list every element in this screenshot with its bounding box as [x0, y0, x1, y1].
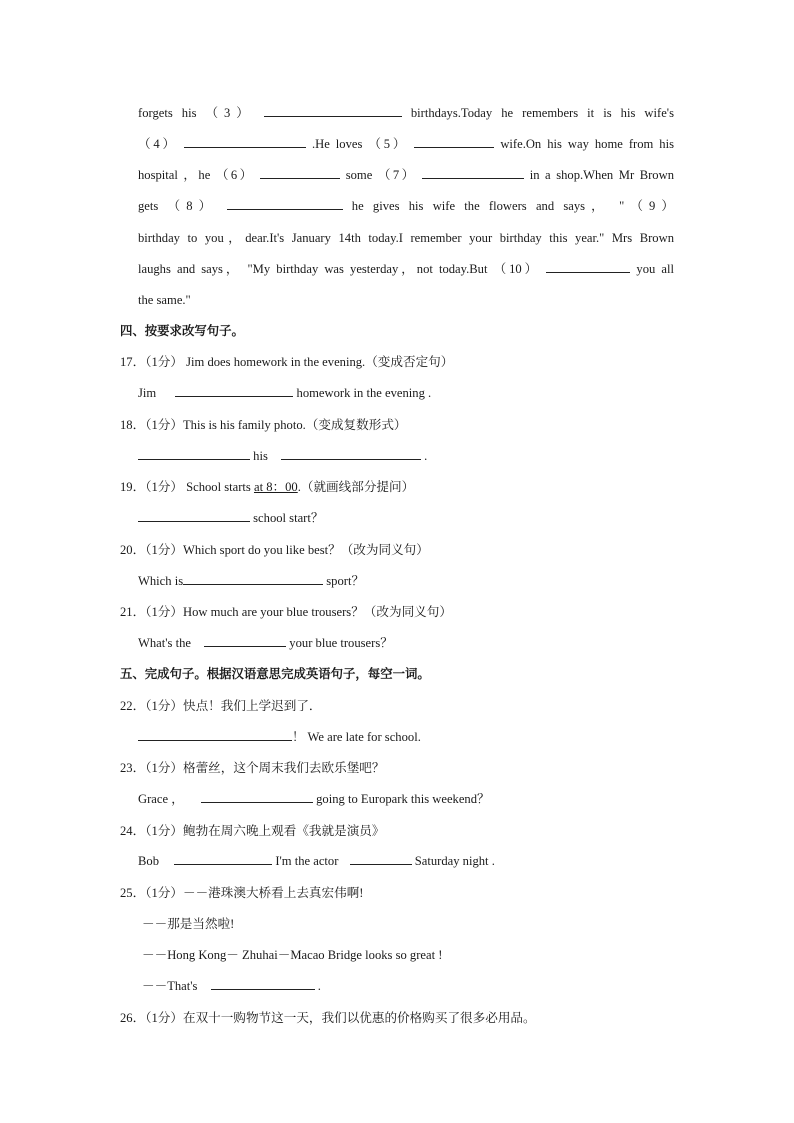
question-24	[120, 822, 384, 840]
question-17	[120, 353, 453, 371]
answer-blank[interactable]	[204, 634, 286, 647]
answer-blank[interactable]	[174, 852, 272, 865]
passage-text: .He loves （5）	[311, 137, 409, 151]
question-text: .（就画线部分提问）	[297, 480, 415, 494]
answer-text: What's the	[138, 636, 191, 650]
answer-23	[138, 790, 490, 808]
question-text: 格蕾丝，这个周末我们去欧乐堡吧？	[182, 761, 385, 775]
passage-text: laughs and says， "My birthday was yesterday，not today.But （10）	[138, 262, 541, 276]
question-number: 21．（1分）	[120, 605, 183, 619]
passage-text: you all	[636, 262, 674, 276]
dialogue-line-3	[142, 977, 321, 995]
answer-text: I'm the actor	[275, 854, 339, 868]
question-text: 鲍勃在周六晚上观看《我就是演员》	[182, 824, 385, 838]
answer-text: homework in the evening .	[296, 386, 432, 400]
question-number: 22．（1分）	[120, 699, 183, 713]
question-number: 25．（1分）	[120, 886, 183, 900]
answer-text: Bob	[138, 854, 159, 868]
answer-blank[interactable]	[183, 572, 323, 585]
answer-blank[interactable]	[211, 977, 315, 990]
question-19	[120, 478, 414, 496]
answer-text: .	[424, 449, 428, 463]
question-number: 26．（1分）	[120, 1011, 183, 1025]
blank-3[interactable]	[264, 104, 402, 117]
blank-5[interactable]	[414, 135, 494, 148]
answer-text: .	[317, 979, 321, 993]
dialogue-line-2: －－Hong Kong－ Zhuhai－Macao Bridge looks so great !	[142, 948, 443, 962]
answer-blank[interactable]	[138, 728, 292, 741]
passage-text: he gives his wife the flowers and says， "（9）	[351, 199, 674, 213]
answer-text: sport？	[326, 574, 365, 588]
answer-text: －－That's	[142, 979, 198, 993]
answer-21	[138, 634, 393, 652]
question-text: Jim does homework in the evening.（变成否定句）	[182, 355, 454, 369]
passage-text: hospital ，he （6）	[138, 168, 255, 182]
answer-blank[interactable]	[175, 384, 293, 397]
answer-24	[138, 852, 495, 870]
question-number: 18．（1分）	[120, 418, 183, 432]
passage-text: birthdays.Today he remembers it is his wife's	[410, 106, 674, 120]
question-text: 在双十一购物节这一天，我们以优惠的价格购买了很多必用品。	[182, 1011, 536, 1025]
answer-20	[138, 572, 364, 590]
answer-17	[138, 384, 431, 402]
section-4-heading: 四、按要求改写句子。	[120, 323, 244, 338]
answer-blank[interactable]	[201, 790, 313, 803]
answer-18	[138, 447, 427, 465]
passage-line-5	[138, 229, 674, 247]
passage-line-3	[138, 166, 674, 184]
blank-10[interactable]	[546, 260, 630, 273]
answer-blank[interactable]	[350, 852, 412, 865]
passage-text: in a shop.When Mr Brown	[529, 168, 674, 182]
passage-text: forgets his （3）	[138, 106, 255, 120]
passage-text: wife.On his way home from his	[500, 137, 674, 151]
answer-blank[interactable]	[138, 447, 250, 460]
passage-line-7: the same."	[138, 293, 191, 307]
passage-text: gets （8）	[138, 199, 218, 213]
blank-8[interactable]	[227, 197, 343, 210]
question-21	[120, 603, 452, 621]
blank-7[interactable]	[422, 166, 524, 179]
question-25	[120, 884, 363, 902]
question-number: 19．（1分）	[120, 480, 183, 494]
answer-19	[138, 509, 323, 527]
answer-text: Jim	[138, 386, 157, 400]
question-number: 17．（1分）	[120, 355, 183, 369]
underlined-phrase: at 8：00	[253, 480, 298, 494]
question-text: How much are your blue trousers？（改为同义句）	[182, 605, 452, 619]
question-26	[120, 1009, 536, 1027]
passage-text: some （7）	[345, 168, 417, 182]
answer-text: going to Europark this weekend？	[316, 792, 490, 806]
answer-text: your blue trousers？	[289, 636, 393, 650]
question-number: 24．（1分）	[120, 824, 183, 838]
passage-text: birthday to you，dear.It's January 14th today.I remember your birthday this year." Mrs Brown	[138, 231, 674, 245]
dialogue-line-1: －－那是当然啦!	[142, 917, 235, 931]
question-text: Which sport do you like best？（改为同义句）	[182, 543, 429, 557]
question-number: 23．（1分）	[120, 761, 183, 775]
passage-text: （4）	[138, 137, 178, 151]
answer-text: Saturday night .	[414, 854, 495, 868]
question-text: －－港珠澳大桥看上去真宏伟啊!	[182, 886, 364, 900]
question-text: School starts	[182, 480, 254, 494]
passage-line-6	[138, 260, 674, 278]
answer-22	[138, 728, 421, 746]
question-20	[120, 541, 429, 559]
question-text: This is his family photo.（变成复数形式）	[182, 418, 407, 432]
answer-text: school start？	[253, 511, 324, 525]
answer-blank[interactable]	[281, 447, 421, 460]
answer-text: Grace ，	[138, 792, 184, 806]
section-5-heading: 五、完成句子。根据汉语意思完成英语句子，每空一词。	[120, 666, 430, 681]
question-22	[120, 697, 322, 715]
answer-text: Which is	[138, 574, 184, 588]
blank-4[interactable]	[184, 135, 306, 148]
passage-line-2	[138, 135, 674, 153]
question-number: 20．（1分）	[120, 543, 183, 557]
question-text: 快点！我们上学迟到了．	[182, 699, 322, 713]
passage-line-1	[138, 104, 674, 122]
answer-text: ！ We are late for school.	[292, 730, 421, 744]
passage-line-4	[138, 197, 674, 215]
question-23	[120, 759, 384, 777]
answer-blank[interactable]	[138, 509, 250, 522]
question-18	[120, 416, 407, 434]
answer-text: his	[253, 449, 268, 463]
blank-6[interactable]	[260, 166, 340, 179]
